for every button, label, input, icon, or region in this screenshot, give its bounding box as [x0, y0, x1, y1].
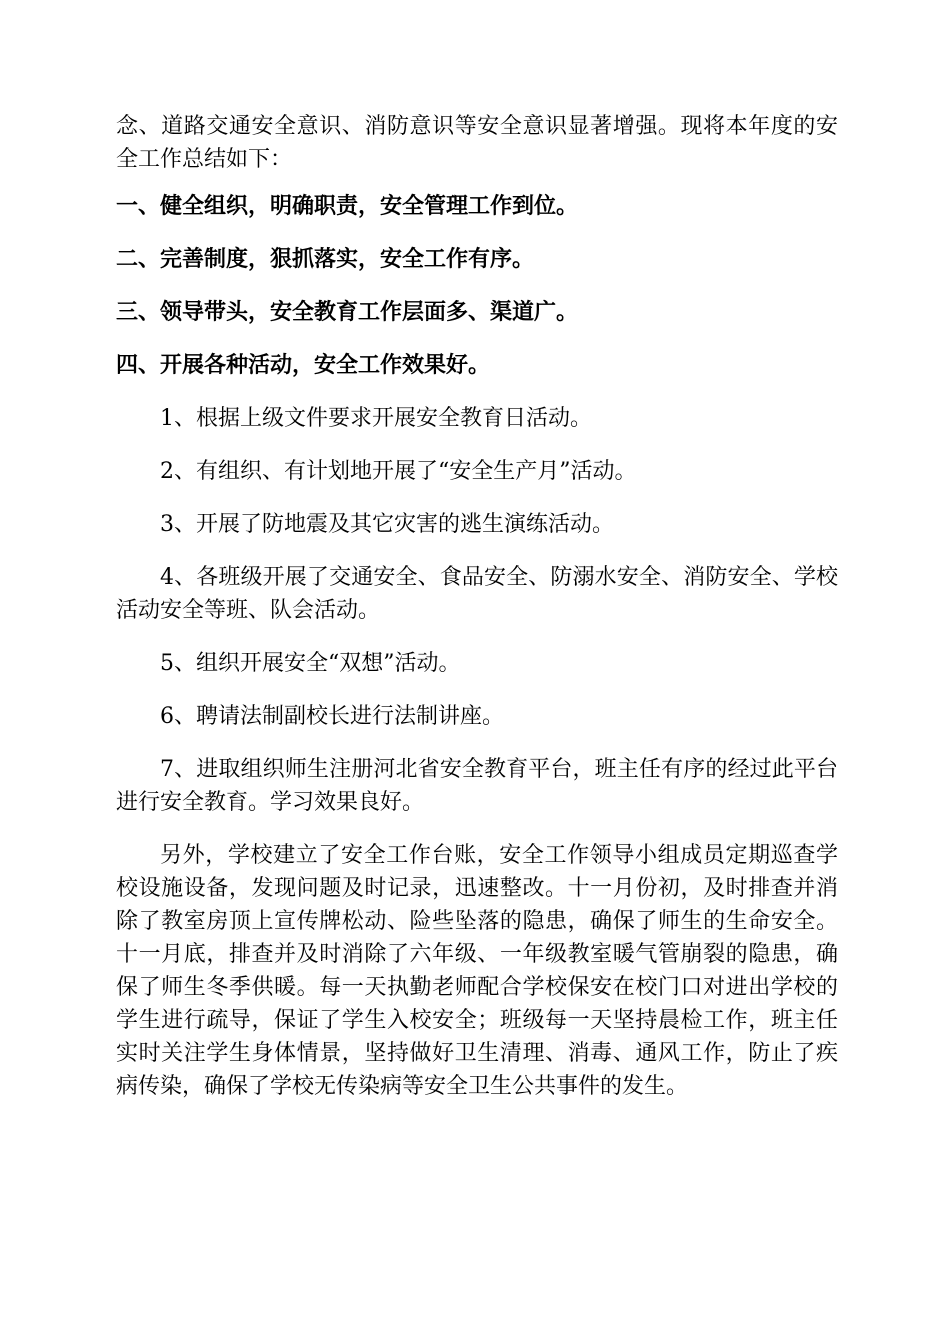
- list-item-6: 6、聘请法制副校长进行法制讲座。: [160, 704, 504, 729]
- section-heading-1: 一、健全组织，明确职责，安全管理工作到位。: [116, 193, 579, 219]
- list-item-1: 1、根据上级文件要求开展安全教育日活动。: [160, 406, 592, 431]
- section-heading-4: 四、开展各种活动，安全工作效果好。: [116, 352, 491, 378]
- closing-paragraph: 另外，学校建立了安全工作台账，安全工作领导小组成员定期巡查学校设施设备，发现问题及时记录，迅速整改。十一月份初，及时排查并消除了教室房顶上宣传牌松动、险些坠落的隐患，确保了师生的生命安全。十一月底，排查并及时消除了六年级、一年级教室暖气管崩裂的隐患，确保了师生冬季供暖。每一天执勤老师配合学校保安在校门口对进出学校的学生进行疏导，保证了学生入校安全；班级每一天坚持晨检工作，班主任实时关注学生身体情景，坚持做好卫生清理、消毒、通风工作，防止了疾病传染，确保了学校无传染病等安全卫生公共事件的发生。: [116, 843, 838, 1099]
- document-body: [116, 110, 838, 1103]
- list-item-4: 4、各班级开展了交通安全、食品安全、防溺水安全、消防安全、学校活动安全等班、队会活动。: [116, 565, 838, 623]
- list-item-2: 2、有组织、有计划地开展了“安全生产月”活动。: [160, 459, 637, 484]
- list-item-3: 3、开展了防地震及其它灾害的逃生演练活动。: [160, 512, 614, 537]
- section-heading-3: 三、领导带头，安全教育工作层面多、渠道广。: [116, 299, 579, 325]
- list-item-7: 7、进取组织师生注册河北省安全教育平台，班主任有序的经过此平台进行安全教育。学习效果良好。: [116, 757, 838, 815]
- section-heading-2: 二、完善制度，狠抓落实，安全工作有序。: [116, 246, 535, 272]
- intro-paragraph: 念、道路交通安全意识、消防意识等安全意识显著增强。现将本年度的安全工作总结如下：: [116, 114, 838, 172]
- list-item-5: 5、组织开展安全“双想”活动。: [160, 651, 461, 676]
